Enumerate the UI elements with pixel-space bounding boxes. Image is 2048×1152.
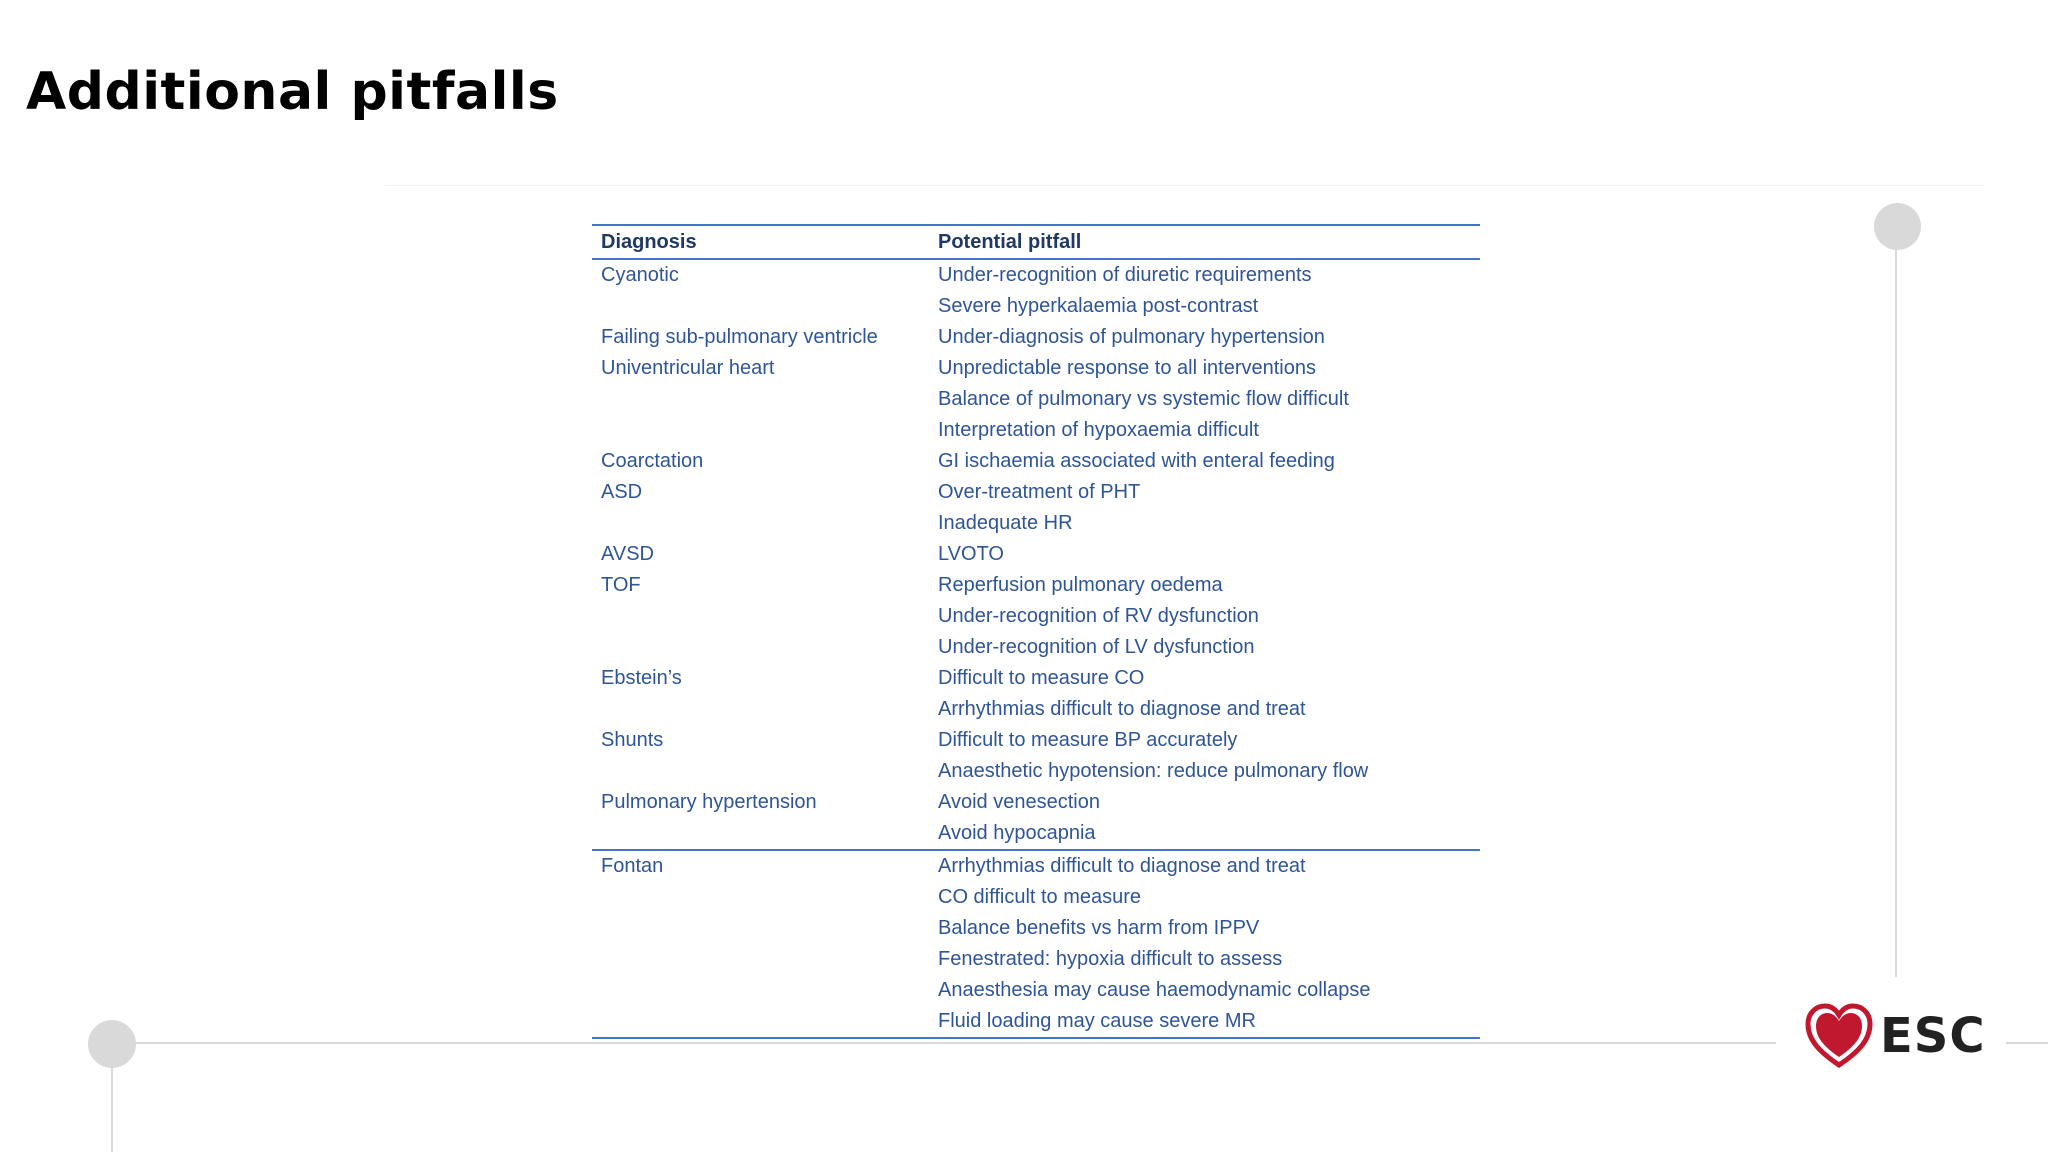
table-row: [592, 694, 1480, 725]
cell-pitfall: Fluid loading may cause severe MR: [938, 1010, 1256, 1032]
table-header: [592, 224, 1480, 260]
cell-pitfall: Avoid hypocapnia: [938, 822, 1096, 844]
cell-pitfall: Arrhythmias difficult to diagnose and treat: [938, 698, 1306, 720]
cell-diagnosis: Univentricular heart: [601, 357, 775, 379]
cell-pitfall: Reperfusion pulmonary oedema: [938, 574, 1223, 596]
cell-pitfall: Interpretation of hypoxaemia difficult: [938, 419, 1259, 441]
cell-pitfall: Fenestrated: hypoxia difficult to assess: [938, 948, 1283, 970]
slide-title: Additional pitfalls: [26, 62, 559, 122]
table-row: [592, 913, 1480, 944]
table-row: [592, 975, 1480, 1006]
cell-diagnosis: AVSD: [601, 543, 654, 565]
cell-diagnosis: [592, 694, 938, 725]
header-diagnosis: Diagnosis: [601, 231, 697, 253]
cell-pitfall: Under-diagnosis of pulmonary hypertension: [938, 326, 1325, 348]
table-row: [592, 601, 1480, 632]
cell-diagnosis: [592, 975, 938, 1006]
cell-diagnosis: [592, 384, 938, 415]
pitfalls-table: [592, 224, 1480, 1039]
table-row: [592, 260, 1480, 291]
table-body: [592, 260, 1480, 1039]
cell-pitfall: Under-recognition of LV dysfunction: [938, 636, 1255, 658]
table-row: [592, 725, 1480, 756]
header-pitfall: Potential pitfall: [938, 231, 1082, 253]
cell-pitfall: GI ischaemia associated with enteral feeding: [938, 450, 1335, 472]
cell-pitfall: Balance benefits vs harm from IPPV: [938, 917, 1260, 939]
table-row: [592, 1006, 1480, 1039]
decorative-line-right: [1895, 225, 1897, 977]
table-row: [592, 539, 1480, 570]
table-row: [592, 384, 1480, 415]
cell-pitfall: Under-recognition of RV dysfunction: [938, 605, 1259, 627]
table-row: [592, 415, 1480, 446]
cell-diagnosis: Cyanotic: [601, 264, 679, 286]
decorative-circle-right: [1874, 203, 1921, 250]
cell-pitfall: Difficult to measure CO: [938, 667, 1145, 689]
esc-logo-text: ESC: [1880, 1008, 1986, 1064]
cell-diagnosis: Ebstein’s: [601, 667, 682, 689]
cell-diagnosis: Coarctation: [601, 450, 704, 472]
table-row: [592, 446, 1480, 477]
cell-pitfall: Anaesthesia may cause haemodynamic collapse: [938, 979, 1371, 1001]
table-row: [592, 663, 1480, 694]
esc-logo: [1776, 996, 2006, 1076]
cell-pitfall: Severe hyperkalaemia post-contrast: [938, 295, 1259, 317]
cell-pitfall: Unpredictable response to all interventions: [938, 357, 1316, 379]
esc-heart-icon: [1804, 1001, 1874, 1071]
cell-diagnosis: [592, 882, 938, 913]
decorative-line-bottom: [112, 1042, 2048, 1044]
table-row: [592, 756, 1480, 787]
table-row: [592, 818, 1480, 849]
cell-diagnosis: [592, 415, 938, 446]
cell-pitfall: Over-treatment of PHT: [938, 481, 1141, 503]
table-row: [592, 849, 1480, 882]
table-row: [592, 508, 1480, 539]
table-row: [592, 477, 1480, 508]
decorative-line-top: [385, 185, 1985, 186]
cell-diagnosis: [592, 1006, 938, 1037]
table-row: [592, 291, 1480, 322]
cell-diagnosis: [592, 818, 938, 849]
cell-diagnosis: TOF: [601, 574, 641, 596]
decorative-line-left: [111, 1068, 113, 1152]
cell-diagnosis: Fontan: [601, 855, 664, 877]
cell-diagnosis: Failing sub-pulmonary ventricle: [601, 326, 878, 348]
cell-pitfall: LVOTO: [938, 543, 1004, 565]
table-row: [592, 632, 1480, 663]
cell-diagnosis: ASD: [601, 481, 643, 503]
cell-pitfall: Balance of pulmonary vs systemic flow difficult: [938, 388, 1349, 410]
cell-diagnosis: [592, 508, 938, 539]
cell-diagnosis: [592, 632, 938, 663]
table-row: [592, 882, 1480, 913]
cell-diagnosis: [592, 913, 938, 944]
table-row: [592, 322, 1480, 353]
cell-pitfall: Under-recognition of diuretic requirements: [938, 264, 1312, 286]
table-row: [592, 787, 1480, 818]
cell-diagnosis: Pulmonary hypertension: [601, 791, 817, 813]
cell-diagnosis: [592, 756, 938, 787]
cell-pitfall: Arrhythmias difficult to diagnose and treat: [938, 855, 1306, 877]
cell-pitfall: Difficult to measure BP accurately: [938, 729, 1238, 751]
cell-diagnosis: Shunts: [601, 729, 664, 751]
cell-diagnosis: [592, 944, 938, 975]
cell-pitfall: Avoid venesection: [938, 791, 1100, 813]
table-row: [592, 570, 1480, 601]
table-row: [592, 944, 1480, 975]
cell-pitfall: Anaesthetic hypotension: reduce pulmonary flow: [938, 760, 1369, 782]
table-row: [592, 353, 1480, 384]
cell-diagnosis: [592, 291, 938, 322]
decorative-circle-left: [88, 1020, 136, 1068]
cell-pitfall: Inadequate HR: [938, 512, 1073, 534]
cell-diagnosis: [592, 601, 938, 632]
cell-pitfall: CO difficult to measure: [938, 886, 1142, 908]
